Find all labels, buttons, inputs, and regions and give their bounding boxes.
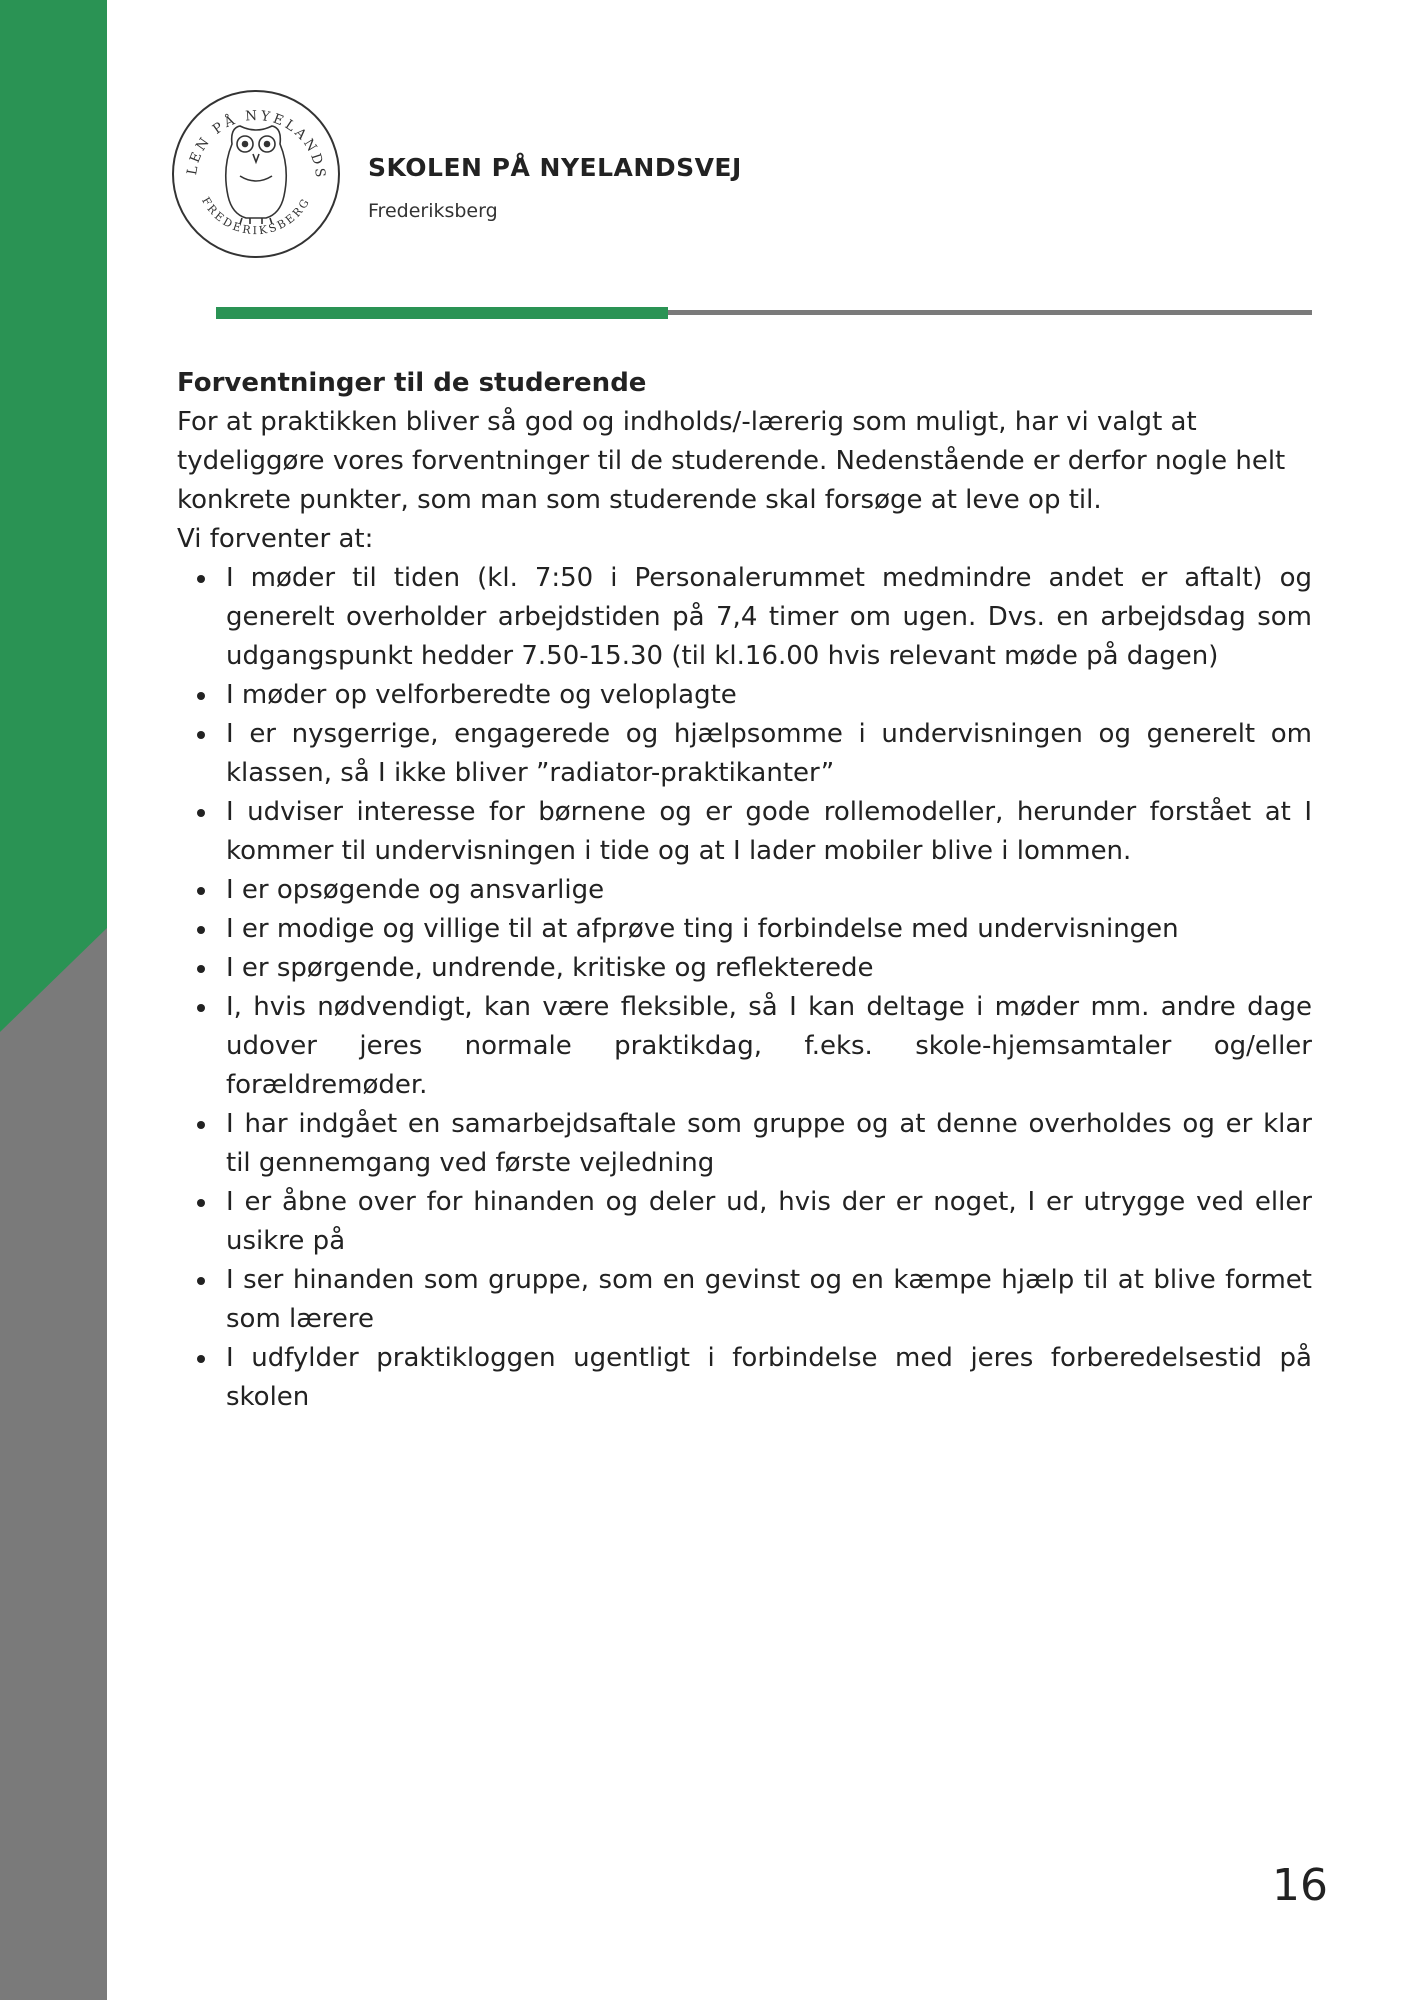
- page-number: 16: [1272, 1860, 1328, 1911]
- header-rule-green: [216, 307, 668, 319]
- list-item: I møder op velforberedte og veloplagte: [177, 676, 1312, 715]
- main-content: [177, 364, 1312, 1417]
- school-logo: [170, 88, 342, 260]
- list-lead: Vi forventer at:: [177, 524, 374, 554]
- expectations-list: [177, 559, 1312, 1417]
- seal-text-top: LEN PÅ NYELANDS: [184, 107, 329, 181]
- list-item: I er nysgerrige, engagerede og hjælpsomme i undervisningen og generelt om klassen, så I ikke bliver ”radiator-praktikanter”: [177, 715, 1312, 793]
- list-item: I ser hinanden som gruppe, som en gevinst og en kæmpe hjælp til at blive formet som lærere: [177, 1261, 1312, 1339]
- side-color-bar: [0, 0, 107, 2000]
- owl-icon: [226, 126, 287, 224]
- side-bar-green: [0, 0, 107, 1032]
- section-heading: Forventninger til de studerende: [177, 368, 647, 398]
- school-city: Frederiksberg: [368, 200, 498, 222]
- list-item: I er åbne over for hinanden og deler ud, hvis der er noget, I er utrygge ved eller usikre på: [177, 1183, 1312, 1261]
- list-item: I, hvis nødvendigt, kan være fleksible, så I kan deltage i møder mm. andre dage udover jeres normale praktikdag, f.eks. skole-hjemsamtaler og/eller forældremøder.: [177, 988, 1312, 1105]
- list-item: I udfylder praktikloggen ugentligt i forbindelse med jeres forberedelsestid på skolen: [177, 1339, 1312, 1417]
- header-rule-gray: [668, 310, 1312, 315]
- school-seal: [170, 88, 342, 260]
- list-item: I er modige og villige til at afprøve ting i forbindelse med undervisningen: [177, 910, 1312, 949]
- list-item: I er spørgende, undrende, kritiske og reflekterede: [177, 949, 1312, 988]
- seal-text-bottom: FREDERIKSBERG: [199, 194, 313, 238]
- list-item: I har indgået en samarbejdsaftale som gruppe og at denne overholdes og er klar til gennemgang ved første vejledning: [177, 1105, 1312, 1183]
- intro-paragraph: For at praktikken bliver så god og indholds/-lærerig som muligt, har vi valgt at tydeliggøre vores forventninger til de studerende. Nedenstående er derfor nogle helt konkrete punkter, som man som studerende skal forsøge at leve op til.: [177, 407, 1286, 515]
- list-item: I er opsøgende og ansvarlige: [177, 871, 1312, 910]
- side-bar-graphic: [0, 0, 107, 2000]
- school-name: SKOLEN PÅ NYELANDSVEJ: [368, 153, 742, 182]
- list-item: I udviser interesse for børnene og er gode rollemodeller, herunder forstået at I kommer til undervisningen i tide og at I lader mobiler blive i lommen.: [177, 793, 1312, 871]
- list-item: I møder til tiden (kl. 7:50 i Personalerummet medmindre andet er aftalt) og generelt overholder arbejdstiden på 7,4 timer om ugen. Dvs. en arbejdsdag som udgangspunkt hedder 7.50-15.30 (til kl.16.00 hvis relevant møde på dagen): [177, 559, 1312, 676]
